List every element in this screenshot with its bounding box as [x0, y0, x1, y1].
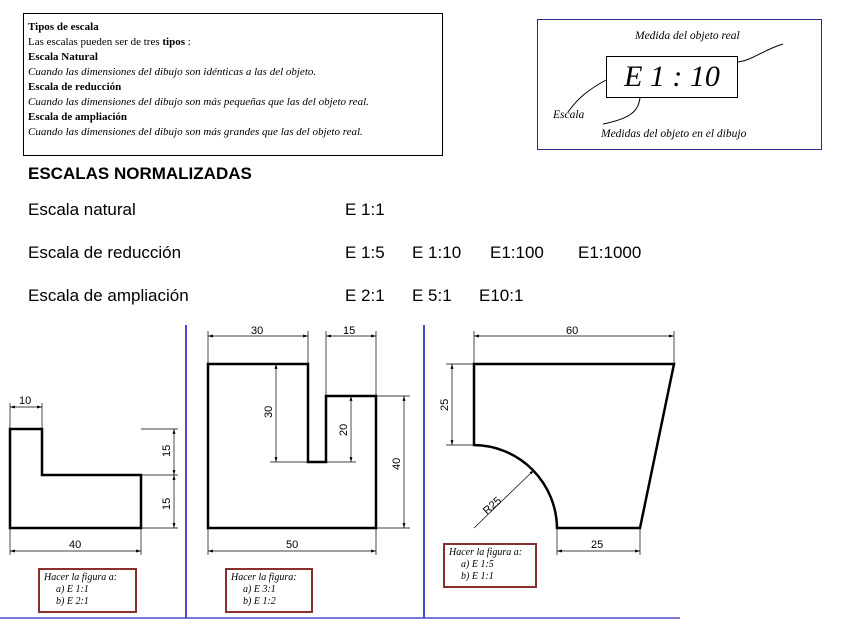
figure-1-outline [10, 429, 141, 528]
dim-label: 25 [439, 398, 451, 411]
scale-value: E 2:1 [345, 286, 385, 305]
task-title: Hacer la figura a: [449, 547, 523, 558]
row-label: Escala de ampliación [28, 286, 189, 305]
dim-label: 15 [343, 325, 356, 337]
row-reduccion [28, 243, 642, 263]
dim-label: 60 [566, 325, 579, 337]
scale-value: E 5:1 [412, 286, 452, 305]
task-title: Hacer la figura a: [44, 572, 118, 583]
task-option: a) E 1:1 [56, 584, 89, 595]
dim-label: 50 [286, 539, 299, 551]
scale-value: E10:1 [479, 286, 524, 305]
row-natural [28, 200, 385, 220]
real-measure-label: Medida del objeto real [635, 30, 740, 42]
figure-3 [439, 325, 674, 555]
normalized-heading: ESCALAS NORMALIZADAS [28, 164, 252, 183]
ampliacion-desc: Cuando las dimensiones del dibujo son más grandes que las del objeto real. [28, 126, 363, 138]
task-option: b) E 1:1 [461, 571, 494, 582]
dim-label: 30 [263, 405, 275, 418]
scale-types-title: Tipos de escala [28, 21, 99, 33]
task-box-figure-2 [225, 568, 313, 613]
reduccion-desc: Cuando las dimensiones del dibujo son más pequeñas que las del objeto real. [28, 96, 369, 108]
scale-value: E 1:1 [345, 200, 385, 219]
reduccion-title: Escala de reducción [28, 81, 122, 93]
radius-label: R25 [480, 494, 505, 518]
figure-3-outline [474, 364, 674, 528]
natural-title: Escala Natural [28, 51, 98, 63]
task-option: b) E 1:2 [243, 596, 276, 607]
dim-label: 40 [391, 457, 403, 470]
figure-1 [10, 395, 178, 555]
natural-desc: Cuando las dimensiones del dibujo son idénticas a las del objeto. [28, 66, 317, 78]
dim-label: 40 [69, 539, 82, 551]
row-ampliacion [28, 286, 524, 306]
dim-label: 20 [338, 423, 350, 436]
dim-label: 10 [19, 395, 32, 407]
scale-types-box [23, 13, 443, 156]
scale-notation: E 1 : 10 [606, 56, 738, 98]
dim-label: 25 [591, 539, 604, 551]
drawing-measure-label: Medidas del objeto en el dibujo [601, 128, 747, 140]
scale-value: E 1:5 [345, 243, 385, 262]
scale-notation-diagram [537, 19, 822, 150]
scale-value: E1:100 [490, 243, 544, 262]
scale-value: E1:1000 [578, 243, 642, 262]
task-title: Hacer la figura: [231, 572, 297, 583]
task-box-figure-1 [38, 568, 137, 613]
dim-label: 15 [161, 497, 173, 510]
figure-2 [208, 325, 410, 555]
task-option: b) E 2:1 [56, 596, 89, 607]
scale-types-intro: Las escalas pueden ser de tres tipos : [28, 36, 191, 48]
ampliacion-title: Escala de ampliación [28, 111, 128, 123]
row-label: Escala natural [28, 200, 136, 219]
scale-label: Escala [553, 109, 585, 121]
task-option: a) E 1:5 [461, 559, 494, 570]
dim-label: 15 [161, 444, 173, 457]
scale-value: E 1:10 [412, 243, 462, 262]
task-option: a) E 3:1 [243, 584, 276, 595]
task-box-figure-3 [443, 543, 537, 588]
dim-label: 30 [251, 325, 264, 337]
row-label: Escala de reducción [28, 243, 182, 262]
